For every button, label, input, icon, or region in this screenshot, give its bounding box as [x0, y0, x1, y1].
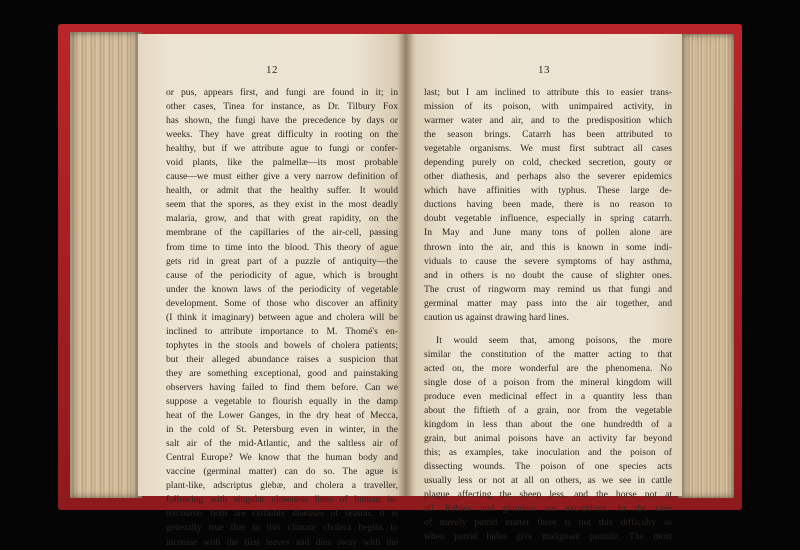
page-number-left: 12 [266, 64, 278, 76]
text-line: gets rid in great part of a puzzle of antiquity—the [166, 255, 398, 267]
text-line: vaccine (germinal matter) can do so. The ague is [166, 466, 398, 478]
text-line: viduals to cause the severe symptoms of hay asthma, [424, 255, 672, 267]
text-line: heat of the Lower Ganges, in the dry heat of Mecca, [166, 410, 398, 422]
text-line: in the cold of St. Petersburg even in winter, in the [166, 424, 398, 436]
text-line: generally true that in this climate cholera begins to [166, 522, 398, 534]
text-line: or pus, appears first, and fungi are found in it; in [166, 87, 398, 98]
text-line: Central Europe? We know that the human body and [166, 452, 398, 464]
right-page-edges [678, 34, 734, 498]
text-line: which have affinities with typhus. These large de- [424, 185, 672, 197]
text-line: caution us against drawing hard lines. [424, 311, 569, 323]
text-line: malaria, grow, and that with great rapidity, on the [166, 213, 398, 225]
text-line: about the fiftieth of a grain, nor from the vegetable [424, 405, 672, 417]
paragraph-gap [424, 325, 672, 334]
text-line: when putrid hides give malignant pustule. The most [424, 531, 672, 543]
text-line: this; as examples, take inoculation and the poison of [424, 447, 672, 459]
text-line: dissecting wounds. The poison of one species acts [424, 461, 672, 473]
text-line: and in others is no doubt the cause of slighter ones. [424, 269, 672, 281]
text-line: cause of the periodicity of ague, which is brought [166, 269, 398, 281]
text-line: (I think it imaginary) between ague and cholera will be [166, 311, 398, 323]
text-line: other diathesis, and perhaps also the severer epidemics [424, 171, 672, 183]
text-line: weeks. They have great difficulty in rooting on the [166, 129, 398, 141]
text-line: warmer water and air, and to the predisposition which [424, 115, 672, 127]
text-line: they are something exceptional, good and painstaking [166, 367, 398, 379]
text-line: tercourse: both are certainly diseases of season. It is [166, 508, 398, 520]
text-line: observers having failed to find them before. Can we [166, 381, 398, 393]
text-line: vegetable organisms. We must first subtract all cases [424, 143, 672, 155]
left-page-edges [70, 32, 142, 498]
text-line: development. Some of those who discover an affinity [166, 297, 398, 309]
text-line: healthy, but if we attribute ague to fungi or confer- [166, 143, 398, 155]
text-line: plague affecting the sheep less, and the horse not at [424, 489, 672, 501]
text-line: acted on, the more wonderful are the phenomena. No [424, 362, 672, 374]
right-page-text [424, 86, 672, 545]
text-line: inclined to attribute importance to M. Thomé's en- [166, 325, 398, 337]
text-line: increase with the first leaves and dies away with the [166, 536, 398, 548]
text-line: produce even medicinal effect in a quantity less than [424, 390, 672, 402]
left-page [138, 34, 406, 548]
text-line: the season brings. Catarrh has been attributed to [424, 129, 672, 141]
text-line: salt air of the mid-Atlantic, and the saltless air of [166, 438, 398, 450]
text-line: following with singular closeness lines of human in- [166, 494, 398, 506]
text-line: germinal matter may pass into the air together, and [424, 297, 672, 309]
text-line: mission of its poison, with unimpaired activity, in [424, 101, 672, 113]
text-line: It would seem that, among poisons, the more [436, 334, 672, 346]
text-line: kingdom in less than about the one hundredth of a [424, 419, 672, 431]
page-number-right: 13 [538, 64, 550, 76]
text-line: The crust of ringworm may remind us that fungi and [424, 283, 672, 295]
text-line: ductions having been made, there is no reason to [424, 199, 672, 211]
text-line: In May and June many tons of pollen alone are [424, 227, 672, 239]
text-line: under the known laws of the periodicity of vegetable [166, 283, 398, 295]
text-line: tophytes in the stools and bowels of cholera patients; [166, 339, 398, 351]
text-line: thrown into the air, and this is known in some indi- [424, 241, 672, 253]
text-line: single dose of a poison from the mineral kingdom will [424, 376, 672, 388]
text-line: cause—we must either give a very narrow definition of [166, 171, 398, 183]
text-line: usually less or not at all on others, as we see in cattle [424, 475, 672, 487]
text-line: seem that the spores, as they exist in the most deadly [166, 199, 398, 211]
text-line: has shown, the fungi have the precedence by days or [166, 115, 398, 127]
text-line: last; but I am inclined to attribute this to easier trans- [424, 87, 672, 98]
text-line: depending purely on cold, checked secretion, gouty or [424, 157, 672, 169]
text-line: of merely putrid matter there is not this difficulty as [424, 517, 672, 529]
text-line: other cases, Tinea for instance, as Dr. Tilbury Fox [166, 101, 398, 113]
text-line: plant-like, adscriptus glebæ, and cholera a traveller, [166, 480, 398, 492]
book-gutter [398, 34, 414, 496]
text-line: doubt vegetable influence, especially in spring catarrh. [424, 213, 672, 225]
text-line: grain, but animal poisons have an activity far beyond [424, 433, 672, 445]
text-line: health, or admit that the healthy suffer. It would [166, 185, 398, 197]
left-page-text [166, 86, 398, 550]
text-line: membrane of the capillaries of the air-cell, passing [166, 227, 398, 239]
text-line: all. Rabies and glanders are exceptions. In the case [424, 503, 672, 515]
text-line: from time to time into the blood. This theory of ague [166, 241, 398, 253]
right-page [406, 34, 682, 543]
text-line: similar the constitution of the matter acting to that [424, 348, 672, 360]
text-line: but their alleged abundance raises a suspicion that [166, 353, 398, 365]
text-line: void plants, like the palmellæ—its most probable [166, 157, 398, 169]
text-line: suppose a vegetable to flourish equally in the damp [166, 396, 398, 408]
